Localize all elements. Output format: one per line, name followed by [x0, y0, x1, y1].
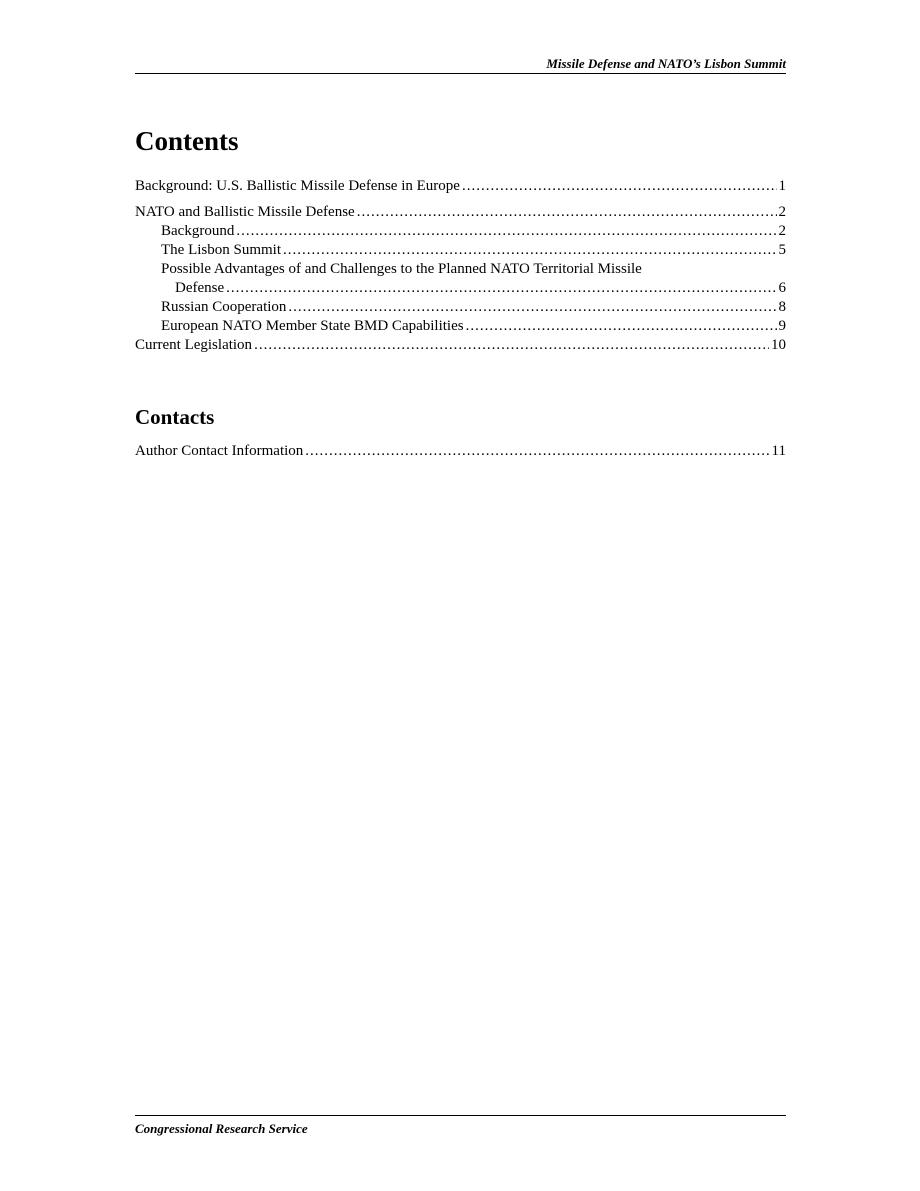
toc-entry-current-legislation[interactable]: [135, 336, 786, 355]
toc-page-number: 10: [771, 337, 786, 353]
toc-entry-title: Current Legislation: [135, 337, 253, 353]
toc-dot-leader: [466, 317, 777, 336]
toc-page-number: 2: [778, 204, 786, 220]
toc-entry-author-contact[interactable]: [135, 442, 786, 461]
toc-page-number: 5: [778, 242, 786, 258]
toc-entry-title: Background: U.S. Ballistic Missile Defense in Europe: [135, 178, 460, 194]
contents-heading: Contents: [135, 126, 239, 156]
table-of-contents: [135, 177, 786, 355]
toc-dot-leader: [283, 241, 777, 260]
toc-page-number: 1: [778, 178, 786, 194]
toc-dot-leader: [226, 279, 776, 298]
toc-entry-lisbon-summit[interactable]: [135, 241, 786, 260]
toc-entry-russian-cooperation[interactable]: [135, 298, 786, 317]
toc-dot-leader: [236, 222, 776, 241]
toc-page-number: 9: [778, 318, 786, 334]
toc-dot-leader: [357, 203, 777, 222]
toc-entry-european-bmd[interactable]: [135, 317, 786, 336]
toc-dot-leader: [288, 298, 776, 317]
toc-dot-leader: [462, 177, 777, 196]
contacts-heading: Contacts: [135, 405, 215, 429]
toc-dot-leader: [254, 336, 769, 355]
page-footer: [135, 1115, 786, 1137]
toc-dot-leader: [305, 442, 769, 461]
toc-page-number: 8: [778, 299, 786, 315]
toc-entry-background[interactable]: [135, 222, 786, 241]
toc-entry-nato-bmd[interactable]: [135, 203, 786, 222]
toc-page-number: 6: [778, 280, 786, 296]
toc-entry-background-us-bmd[interactable]: [135, 177, 786, 196]
footer-text: Congressional Research Service: [135, 1121, 308, 1136]
toc-entry-title: European NATO Member State BMD Capabilities: [161, 318, 464, 334]
running-header-title: Missile Defense and NATO’s Lisbon Summit: [546, 56, 786, 71]
toc-entry-possible-advantages[interactable]: [135, 260, 786, 298]
toc-page-number: 11: [771, 443, 786, 459]
toc-page-number: 2: [778, 223, 786, 239]
toc-entry-title: Russian Cooperation: [161, 299, 287, 315]
toc-entry-title-line2: Defense: [175, 280, 225, 296]
toc-entry-title-line1: Possible Advantages of and Challenges to the Planned NATO Territorial Missile: [161, 261, 642, 277]
toc-entry-title: NATO and Ballistic Missile Defense: [135, 204, 355, 220]
running-header: [135, 56, 786, 74]
toc-entry-title: Background: [161, 223, 235, 239]
toc-entry-title: The Lisbon Summit: [161, 242, 281, 258]
toc-entry-title: Author Contact Information: [135, 443, 304, 459]
contacts-list: [135, 442, 786, 461]
